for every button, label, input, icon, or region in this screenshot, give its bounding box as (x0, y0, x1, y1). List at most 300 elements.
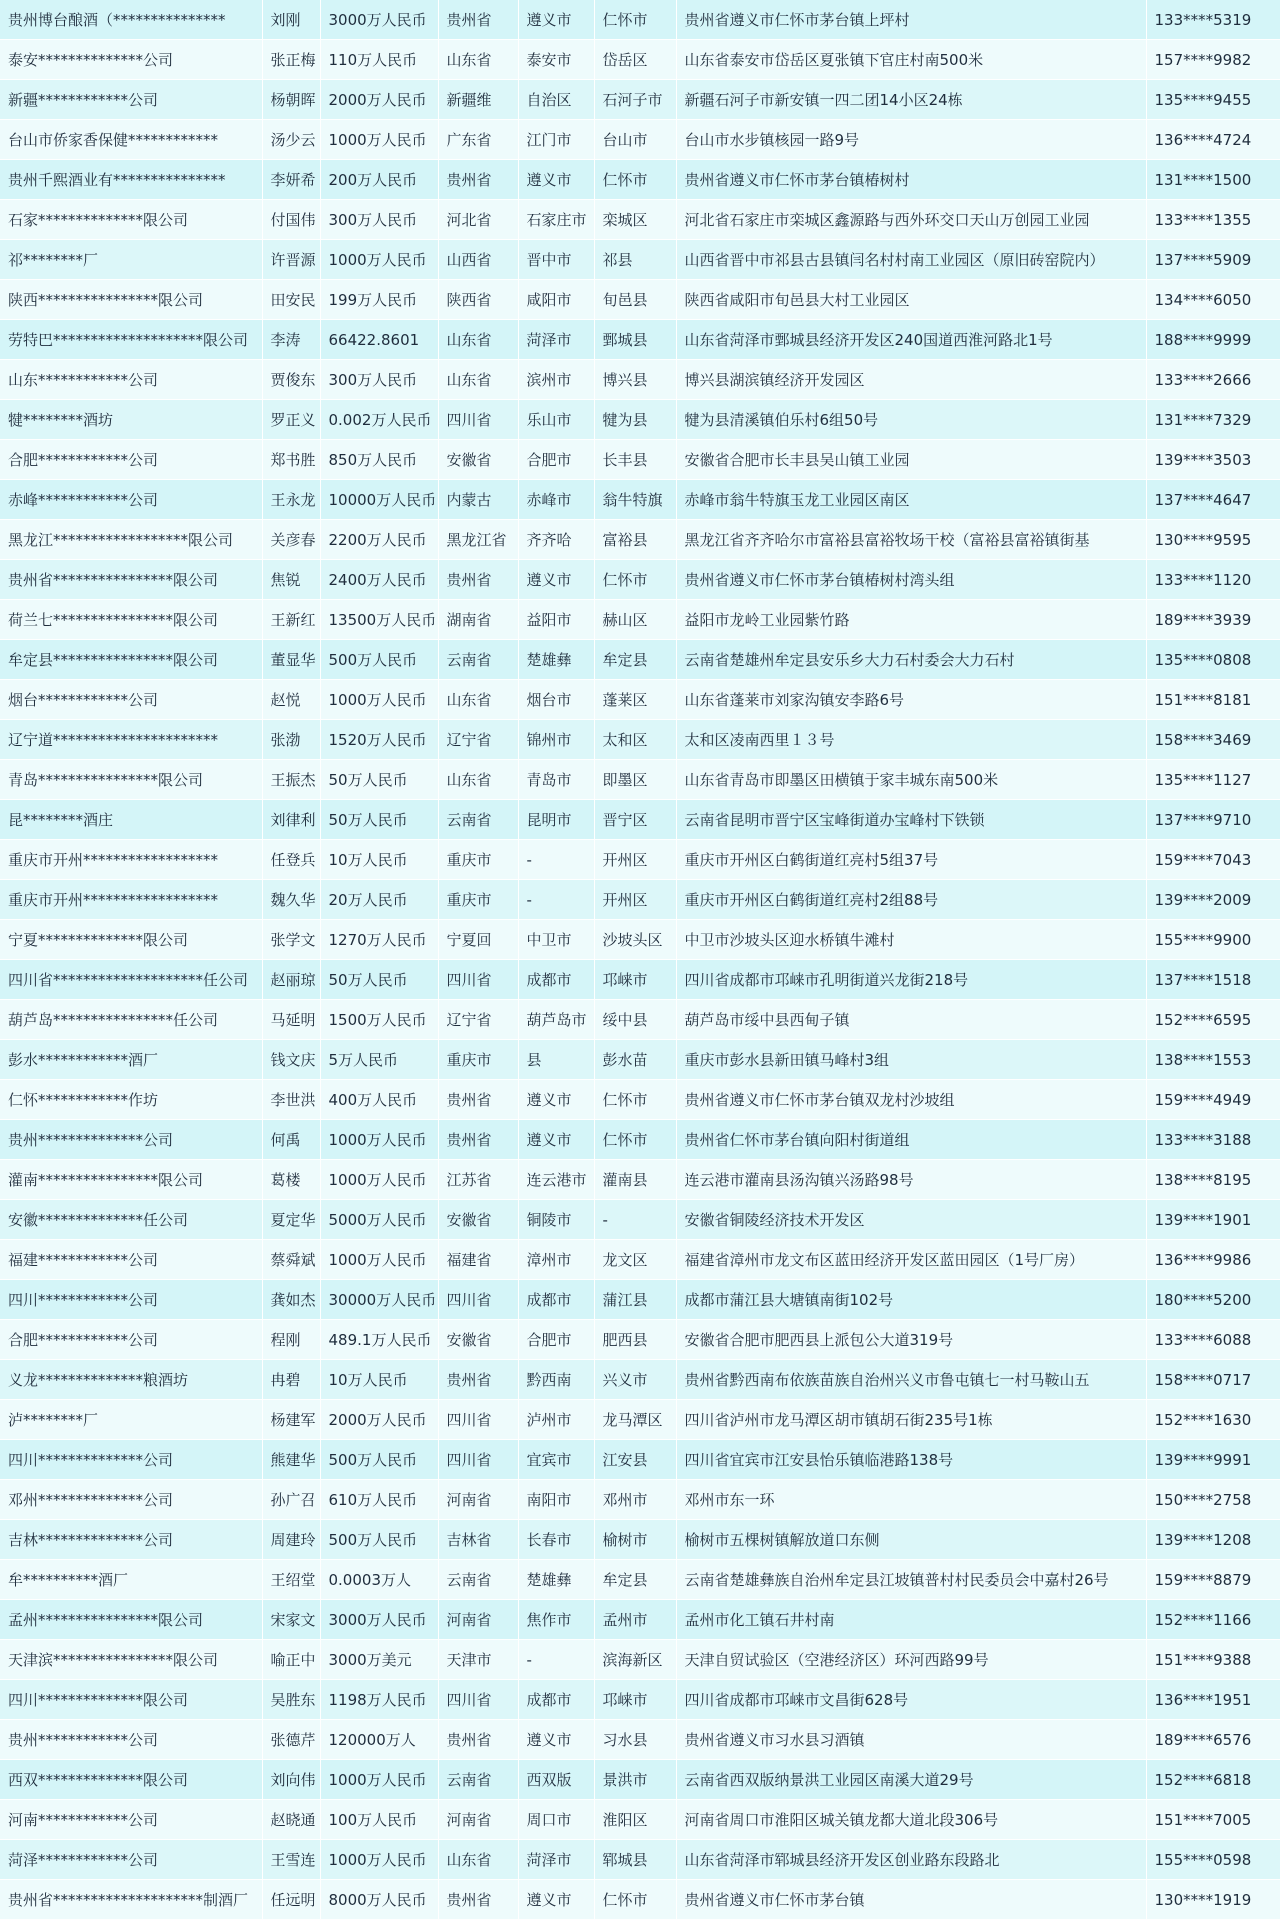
cell-city: 锦州市 (518, 720, 594, 760)
table-row (0, 640, 1280, 680)
cell-district: 仁怀市 (594, 0, 676, 40)
cell-address: 安徽省合肥市肥西县上派包公大道319号 (676, 1320, 1146, 1360)
cell-city: 滨州市 (518, 360, 594, 400)
cell-capital: 1000万人民币 (320, 1120, 438, 1160)
cell-province: 贵州省 (438, 160, 518, 200)
table-row (0, 1160, 1280, 1200)
cell-capital: 2000万人民币 (320, 1400, 438, 1440)
cell-contact: 赵丽琼 (262, 960, 320, 1000)
cell-province: 四川省 (438, 400, 518, 440)
cell-contact: 田安民 (262, 280, 320, 320)
table-row (0, 880, 1280, 920)
cell-phone: 136****9986 (1146, 1240, 1280, 1280)
cell-address: 重庆市开州区白鹤街道红亮村2组88号 (676, 880, 1146, 920)
cell-city: - (518, 880, 594, 920)
cell-province: 山西省 (438, 240, 518, 280)
cell-capital: 10万人民币 (320, 1360, 438, 1400)
cell-district: 蓬莱区 (594, 680, 676, 720)
cell-phone: 152****1630 (1146, 1400, 1280, 1440)
cell-city: 齐齐哈 (518, 520, 594, 560)
cell-address: 贵州省遵义市仁怀市茅台镇 (676, 1880, 1146, 1920)
cell-address: 四川省成都市邛崃市文昌街628号 (676, 1680, 1146, 1720)
table-row (0, 200, 1280, 240)
table-row (0, 1880, 1280, 1920)
cell-phone: 133****3188 (1146, 1120, 1280, 1160)
cell-district: 旬邑县 (594, 280, 676, 320)
cell-province: 四川省 (438, 1680, 518, 1720)
cell-city: 南阳市 (518, 1480, 594, 1520)
cell-contact: 李涛 (262, 320, 320, 360)
cell-capital: 3000万人民币 (320, 0, 438, 40)
cell-address: 贵州省遵义市仁怀市茅台镇双龙村沙坡组 (676, 1080, 1146, 1120)
cell-phone: 139****9991 (1146, 1440, 1280, 1480)
cell-city: 遵义市 (518, 0, 594, 40)
table-row (0, 1200, 1280, 1240)
cell-phone: 131****1500 (1146, 160, 1280, 200)
cell-capital: 1000万人民币 (320, 120, 438, 160)
cell-address: 连云港市灌南县汤沟镇兴汤路98号 (676, 1160, 1146, 1200)
cell-city: 黔西南 (518, 1360, 594, 1400)
table-row (0, 1360, 1280, 1400)
cell-capital: 500万人民币 (320, 640, 438, 680)
cell-address: 台山市水步镇核园一路9号 (676, 120, 1146, 160)
cell-city: 菏泽市 (518, 320, 594, 360)
cell-company: 黑龙江******************限公司 (0, 520, 262, 560)
cell-city: 焦作市 (518, 1600, 594, 1640)
cell-province: 辽宁省 (438, 720, 518, 760)
cell-district: 榆树市 (594, 1520, 676, 1560)
cell-city: 成都市 (518, 960, 594, 1000)
table-row (0, 480, 1280, 520)
cell-city: 长春市 (518, 1520, 594, 1560)
cell-province: 山东省 (438, 40, 518, 80)
cell-city: 合肥市 (518, 1320, 594, 1360)
cell-province: 新疆维 (438, 80, 518, 120)
cell-address: 榆树市五棵树镇解放道口东侧 (676, 1520, 1146, 1560)
cell-province: 河南省 (438, 1480, 518, 1520)
table-row (0, 720, 1280, 760)
cell-district: 孟州市 (594, 1600, 676, 1640)
table-row (0, 1800, 1280, 1840)
cell-address: 中卫市沙坡头区迎水桥镇牛滩村 (676, 920, 1146, 960)
cell-company: 青岛****************限公司 (0, 760, 262, 800)
cell-contact: 宋家文 (262, 1600, 320, 1640)
cell-capital: 0.002万人民币 (320, 400, 438, 440)
cell-city: 合肥市 (518, 440, 594, 480)
cell-province: 山东省 (438, 680, 518, 720)
cell-phone: 158****0717 (1146, 1360, 1280, 1400)
table-row (0, 600, 1280, 640)
cell-district: 淮阳区 (594, 1800, 676, 1840)
table-row (0, 400, 1280, 440)
cell-city: - (518, 840, 594, 880)
cell-province: 福建省 (438, 1240, 518, 1280)
cell-province: 湖南省 (438, 600, 518, 640)
cell-phone: 139****3503 (1146, 440, 1280, 480)
cell-address: 犍为县清溪镇伯乐村6组50号 (676, 400, 1146, 440)
cell-district: 灌南县 (594, 1160, 676, 1200)
cell-company: 邓州**************公司 (0, 1480, 262, 1520)
cell-company: 福建************公司 (0, 1240, 262, 1280)
cell-company: 宁夏**************限公司 (0, 920, 262, 960)
cell-province: 山东省 (438, 1840, 518, 1880)
cell-capital: 50万人民币 (320, 960, 438, 1000)
cell-address: 赤峰市翁牛特旗玉龙工业园区南区 (676, 480, 1146, 520)
cell-contact: 刘律利 (262, 800, 320, 840)
cell-phone: 139****1208 (1146, 1520, 1280, 1560)
cell-phone: 138****8195 (1146, 1160, 1280, 1200)
cell-phone: 133****2666 (1146, 360, 1280, 400)
cell-capital: 8000万人民币 (320, 1880, 438, 1920)
cell-capital: 3000万美元 (320, 1640, 438, 1680)
cell-phone: 136****1951 (1146, 1680, 1280, 1720)
cell-district: 太和区 (594, 720, 676, 760)
cell-address: 重庆市彭水县新田镇马峰村3组 (676, 1040, 1146, 1080)
cell-company: 辽宁道********************** (0, 720, 262, 760)
cell-phone: 158****3469 (1146, 720, 1280, 760)
cell-address: 天津自贸试验区（空港经济区）环河西路99号 (676, 1640, 1146, 1680)
cell-address: 重庆市开州区白鹤街道红亮村5组37号 (676, 840, 1146, 880)
cell-capital: 850万人民币 (320, 440, 438, 480)
cell-address: 益阳市龙岭工业园紫竹路 (676, 600, 1146, 640)
table-row (0, 40, 1280, 80)
cell-phone: 150****2758 (1146, 1480, 1280, 1520)
cell-address: 四川省宜宾市江安县怡乐镇临港路138号 (676, 1440, 1146, 1480)
cell-capital: 120000万人 (320, 1720, 438, 1760)
cell-company: 山东************公司 (0, 360, 262, 400)
cell-capital: 10000万人民币 (320, 480, 438, 520)
cell-phone: 137****4647 (1146, 480, 1280, 520)
cell-phone: 159****7043 (1146, 840, 1280, 880)
cell-company: 四川**************限公司 (0, 1680, 262, 1720)
cell-province: 广东省 (438, 120, 518, 160)
cell-district: 岱岳区 (594, 40, 676, 80)
cell-district: 牟定县 (594, 640, 676, 680)
cell-capital: 3000万人民币 (320, 1600, 438, 1640)
table-row (0, 1520, 1280, 1560)
cell-company: 昆********酒庄 (0, 800, 262, 840)
cell-city: 石家庄市 (518, 200, 594, 240)
cell-contact: 马延明 (262, 1000, 320, 1040)
cell-address: 山东省菏泽市郓城县经济开发区创业路东段路北 (676, 1840, 1146, 1880)
cell-capital: 2400万人民币 (320, 560, 438, 600)
table-row (0, 240, 1280, 280)
cell-contact: 刘向伟 (262, 1760, 320, 1800)
cell-address: 四川省成都市邛崃市孔明街道兴龙街218号 (676, 960, 1146, 1000)
cell-address: 新疆石河子市新安镇一四二团14小区24栋 (676, 80, 1146, 120)
cell-province: 黑龙江省 (438, 520, 518, 560)
table-row (0, 80, 1280, 120)
table-row (0, 440, 1280, 480)
cell-district: 龙文区 (594, 1240, 676, 1280)
cell-phone: 133****1120 (1146, 560, 1280, 600)
cell-contact: 杨朝晖 (262, 80, 320, 120)
cell-contact: 王永龙 (262, 480, 320, 520)
cell-city: 楚雄彝 (518, 1560, 594, 1600)
cell-district: 龙马潭区 (594, 1400, 676, 1440)
cell-company: 天津滨****************限公司 (0, 1640, 262, 1680)
cell-province: 云南省 (438, 1760, 518, 1800)
cell-province: 四川省 (438, 1400, 518, 1440)
table-row (0, 320, 1280, 360)
cell-contact: 王绍堂 (262, 1560, 320, 1600)
cell-district: 邓州市 (594, 1480, 676, 1520)
table-row (0, 800, 1280, 840)
cell-address: 成都市蒲江县大塘镇南街102号 (676, 1280, 1146, 1320)
cell-phone: 133****5319 (1146, 0, 1280, 40)
cell-district: 景洪市 (594, 1760, 676, 1800)
cell-contact: 张渤 (262, 720, 320, 760)
cell-district: 鄄城县 (594, 320, 676, 360)
table-row (0, 1840, 1280, 1880)
cell-phone: 151****9388 (1146, 1640, 1280, 1680)
cell-province: 贵州省 (438, 1080, 518, 1120)
cell-address: 四川省泸州市龙马潭区胡市镇胡石街235号1栋 (676, 1400, 1146, 1440)
cell-phone: 180****5200 (1146, 1280, 1280, 1320)
cell-address: 云南省西双版纳景洪工业园区南溪大道29号 (676, 1760, 1146, 1800)
cell-company: 烟台************公司 (0, 680, 262, 720)
cell-city: 遵义市 (518, 1880, 594, 1920)
cell-phone: 157****9982 (1146, 40, 1280, 80)
cell-city: 县 (518, 1040, 594, 1080)
cell-contact: 冉碧 (262, 1360, 320, 1400)
cell-city: 西双版 (518, 1760, 594, 1800)
cell-city: 晋中市 (518, 240, 594, 280)
cell-address: 山西省晋中市祁县古县镇闫名村村南工业园区（原旧砖窑院内） (676, 240, 1146, 280)
cell-company: 牟定县****************限公司 (0, 640, 262, 680)
cell-province: 四川省 (438, 960, 518, 1000)
table-row (0, 1240, 1280, 1280)
cell-district: 开州区 (594, 840, 676, 880)
cell-contact: 李妍希 (262, 160, 320, 200)
cell-city: 遵义市 (518, 1120, 594, 1160)
cell-contact: 张德芹 (262, 1720, 320, 1760)
cell-address: 山东省蓬莱市刘家沟镇安李路6号 (676, 680, 1146, 720)
cell-district: 即墨区 (594, 760, 676, 800)
table-row (0, 1760, 1280, 1800)
cell-city: 江门市 (518, 120, 594, 160)
cell-company: 葫芦岛****************任公司 (0, 1000, 262, 1040)
cell-phone: 189****6576 (1146, 1720, 1280, 1760)
cell-company: 四川************公司 (0, 1280, 262, 1320)
cell-province: 山东省 (438, 360, 518, 400)
cell-province: 重庆市 (438, 840, 518, 880)
cell-company: 河南************公司 (0, 1800, 262, 1840)
cell-contact: 孙广召 (262, 1480, 320, 1520)
cell-company: 贵州千熙酒业有*************** (0, 160, 262, 200)
cell-phone: 139****2009 (1146, 880, 1280, 920)
cell-address: 陕西省咸阳市旬邑县大村工业园区 (676, 280, 1146, 320)
cell-capital: 50万人民币 (320, 800, 438, 840)
cell-company: 四川省********************任公司 (0, 960, 262, 1000)
table-row (0, 1000, 1280, 1040)
cell-city: 连云港市 (518, 1160, 594, 1200)
table-row (0, 1720, 1280, 1760)
cell-address: 葫芦岛市绥中县西甸子镇 (676, 1000, 1146, 1040)
table-row (0, 560, 1280, 600)
cell-address: 太和区凌南西里１３号 (676, 720, 1146, 760)
cell-city: - (518, 1640, 594, 1680)
cell-company: 泸********厂 (0, 1400, 262, 1440)
cell-city: 遵义市 (518, 1080, 594, 1120)
cell-district: 仁怀市 (594, 1880, 676, 1920)
cell-city: 遵义市 (518, 1720, 594, 1760)
cell-district: 蒲江县 (594, 1280, 676, 1320)
cell-city: 葫芦岛市 (518, 1000, 594, 1040)
cell-phone: 159****8879 (1146, 1560, 1280, 1600)
table-row (0, 1440, 1280, 1480)
cell-city: 中卫市 (518, 920, 594, 960)
cell-district: 晋宁区 (594, 800, 676, 840)
cell-province: 云南省 (438, 800, 518, 840)
cell-address: 山东省泰安市岱岳区夏张镇下官庄村南500米 (676, 40, 1146, 80)
cell-capital: 30000万人民币 (320, 1280, 438, 1320)
table-row (0, 1120, 1280, 1160)
cell-city: 遵义市 (518, 160, 594, 200)
table-row (0, 680, 1280, 720)
cell-address: 贵州省遵义市习水县习酒镇 (676, 1720, 1146, 1760)
cell-address: 贵州省遵义市仁怀市茅台镇椿树村 (676, 160, 1146, 200)
cell-district: 习水县 (594, 1720, 676, 1760)
cell-address: 贵州省黔西南布依族苗族自治州兴义市鲁屯镇七一村马鞍山五 (676, 1360, 1146, 1400)
cell-phone: 151****8181 (1146, 680, 1280, 720)
cell-company: 吉林**************公司 (0, 1520, 262, 1560)
cell-district: 兴义市 (594, 1360, 676, 1400)
cell-province: 安徽省 (438, 1200, 518, 1240)
cell-address: 黑龙江省齐齐哈尔市富裕县富裕牧场干校（富裕县富裕镇街基 (676, 520, 1146, 560)
cell-contact: 何禹 (262, 1120, 320, 1160)
table-row (0, 1680, 1280, 1720)
cell-company: 重庆市开州****************** (0, 840, 262, 880)
cell-city: 周口市 (518, 1800, 594, 1840)
table-row (0, 520, 1280, 560)
cell-city: 成都市 (518, 1280, 594, 1320)
cell-address: 云南省昆明市晋宁区宝峰街道办宝峰村下铁锁 (676, 800, 1146, 840)
cell-contact: 罗正义 (262, 400, 320, 440)
cell-company: 贵州博台酿酒（*************** (0, 0, 262, 40)
cell-contact: 关彦春 (262, 520, 320, 560)
cell-contact: 夏定华 (262, 1200, 320, 1240)
cell-capital: 13500万人民币 (320, 600, 438, 640)
cell-district: 长丰县 (594, 440, 676, 480)
cell-contact: 钱文庆 (262, 1040, 320, 1080)
cell-capital: 50万人民币 (320, 760, 438, 800)
cell-city: 赤峰市 (518, 480, 594, 520)
cell-contact: 周建玲 (262, 1520, 320, 1560)
cell-contact: 付国伟 (262, 200, 320, 240)
table-row (0, 120, 1280, 160)
cell-company: 彭水************酒厂 (0, 1040, 262, 1080)
table-row (0, 760, 1280, 800)
cell-district: 仁怀市 (594, 1120, 676, 1160)
cell-phone: 135****0808 (1146, 640, 1280, 680)
cell-province: 贵州省 (438, 560, 518, 600)
cell-province: 辽宁省 (438, 1000, 518, 1040)
cell-company: 贵州**************公司 (0, 1120, 262, 1160)
cell-phone: 188****9999 (1146, 320, 1280, 360)
cell-contact: 喻正中 (262, 1640, 320, 1680)
cell-phone: 136****4724 (1146, 120, 1280, 160)
cell-district: - (594, 1200, 676, 1240)
cell-contact: 任登兵 (262, 840, 320, 880)
table-row (0, 0, 1280, 40)
cell-company: 灌南****************限公司 (0, 1160, 262, 1200)
table-row (0, 1640, 1280, 1680)
cell-contact: 赵晓通 (262, 1800, 320, 1840)
cell-address: 贵州省遵义市仁怀市茅台镇椿树村湾头组 (676, 560, 1146, 600)
cell-address: 安徽省铜陵经济技术开发区 (676, 1200, 1146, 1240)
cell-address: 邓州市东一环 (676, 1480, 1146, 1520)
cell-district: 赫山区 (594, 600, 676, 640)
cell-contact: 蔡舜斌 (262, 1240, 320, 1280)
cell-phone: 152****1166 (1146, 1600, 1280, 1640)
cell-capital: 5万人民币 (320, 1040, 438, 1080)
cell-district: 祁县 (594, 240, 676, 280)
cell-province: 云南省 (438, 1560, 518, 1600)
cell-province: 重庆市 (438, 1040, 518, 1080)
cell-district: 仁怀市 (594, 560, 676, 600)
cell-province: 河南省 (438, 1600, 518, 1640)
table-row (0, 1560, 1280, 1600)
table-row (0, 1040, 1280, 1080)
cell-contact: 贾俊东 (262, 360, 320, 400)
cell-district: 绥中县 (594, 1000, 676, 1040)
cell-district: 栾城区 (594, 200, 676, 240)
cell-district: 犍为县 (594, 400, 676, 440)
cell-phone: 159****4949 (1146, 1080, 1280, 1120)
cell-phone: 155****0598 (1146, 1840, 1280, 1880)
cell-contact: 杨建军 (262, 1400, 320, 1440)
table-row (0, 1320, 1280, 1360)
cell-city: 宜宾市 (518, 1440, 594, 1480)
cell-company: 贵州************公司 (0, 1720, 262, 1760)
cell-capital: 1520万人民币 (320, 720, 438, 760)
cell-company: 孟州****************限公司 (0, 1600, 262, 1640)
cell-contact: 刘刚 (262, 0, 320, 40)
cell-address: 贵州省仁怀市茅台镇向阳村街道组 (676, 1120, 1146, 1160)
cell-company: 牟**********酒厂 (0, 1560, 262, 1600)
cell-city: 咸阳市 (518, 280, 594, 320)
cell-province: 天津市 (438, 1640, 518, 1680)
cell-capital: 199万人民币 (320, 280, 438, 320)
cell-city: 遵义市 (518, 560, 594, 600)
cell-phone: 134****6050 (1146, 280, 1280, 320)
table-row (0, 840, 1280, 880)
cell-province: 山东省 (438, 320, 518, 360)
cell-phone: 139****1901 (1146, 1200, 1280, 1240)
cell-district: 肥西县 (594, 1320, 676, 1360)
cell-district: 牟定县 (594, 1560, 676, 1600)
cell-capital: 100万人民币 (320, 1800, 438, 1840)
cell-province: 贵州省 (438, 1360, 518, 1400)
cell-contact: 赵悦 (262, 680, 320, 720)
cell-company: 四川**************公司 (0, 1440, 262, 1480)
cell-contact: 熊建华 (262, 1440, 320, 1480)
cell-capital: 500万人民币 (320, 1520, 438, 1560)
cell-company: 石家**************限公司 (0, 200, 262, 240)
cell-capital: 1000万人民币 (320, 1240, 438, 1280)
cell-district: 滨海新区 (594, 1640, 676, 1680)
cell-capital: 1000万人民币 (320, 1160, 438, 1200)
cell-address: 山东省青岛市即墨区田横镇于家丰城东南500米 (676, 760, 1146, 800)
cell-city: 益阳市 (518, 600, 594, 640)
cell-city: 铜陵市 (518, 1200, 594, 1240)
cell-phone: 151****7005 (1146, 1800, 1280, 1840)
cell-capital: 1270万人民币 (320, 920, 438, 960)
cell-province: 贵州省 (438, 1720, 518, 1760)
cell-company: 合肥************公司 (0, 440, 262, 480)
cell-district: 邛崃市 (594, 960, 676, 1000)
